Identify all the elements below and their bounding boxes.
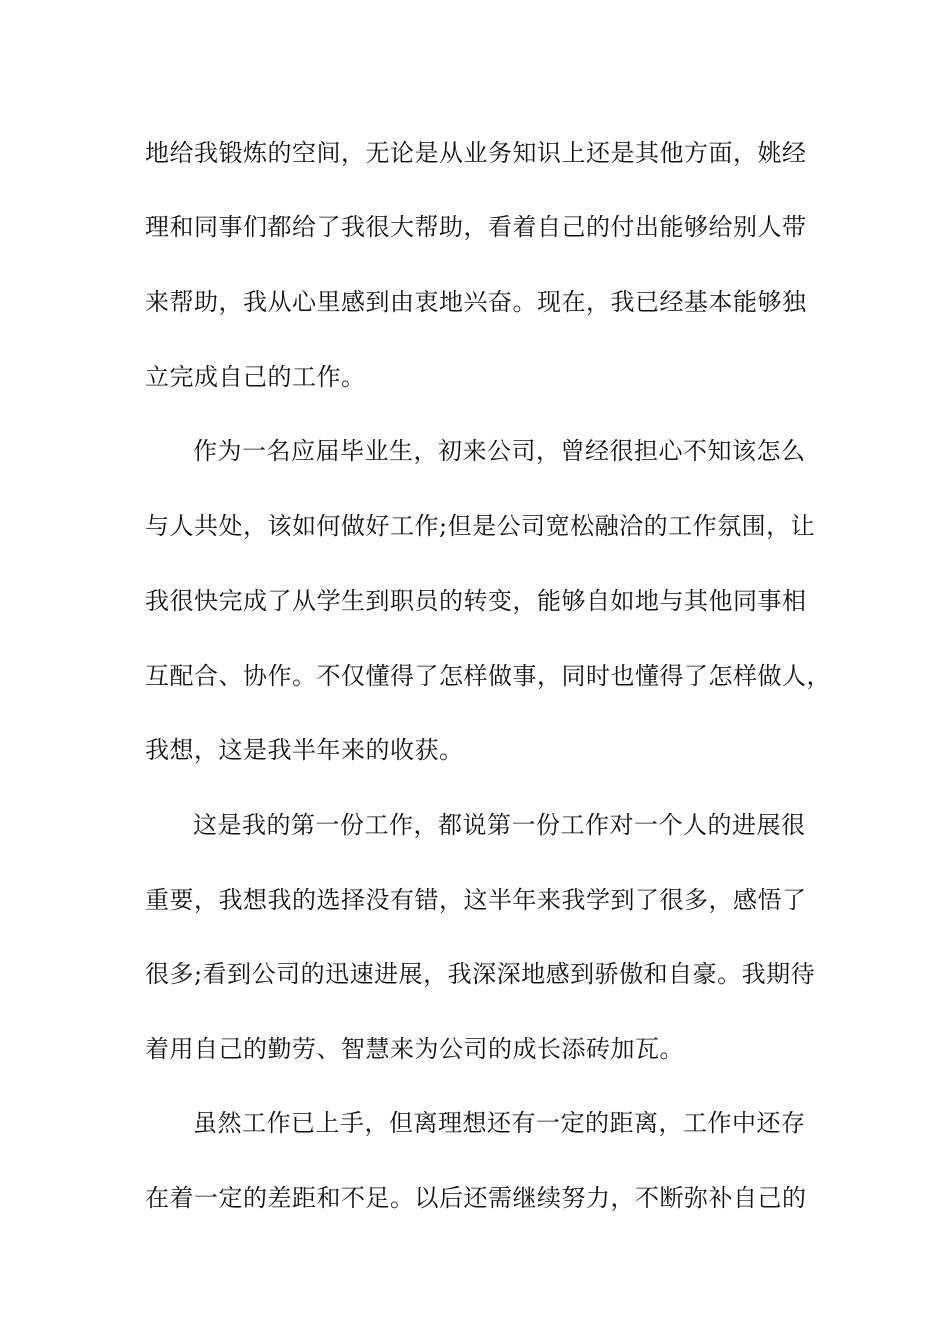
text-line: 很多;看到公司的迅速进展，我深深地感到骄傲和自豪。我期待 xyxy=(145,960,816,988)
text-line: 地给我锻炼的空间，无论是从业务知识上还是其他方面，姚经 xyxy=(145,139,807,167)
text-line: 与人共处，该如何做好工作;但是公司宽松融洽的工作氛围，让 xyxy=(145,512,816,540)
text-line: 我很快完成了从学生到职员的转变，能够自如地与其他同事相 xyxy=(145,587,807,615)
paragraph-first-line: 这是我的第一份工作，都说第一份工作对一个人的进展很 xyxy=(193,811,806,839)
text-line: 重要，我想我的选择没有错，这半年来我学到了很多，感悟了 xyxy=(145,886,807,914)
text-line: 互配合、协作。不仅懂得了怎样做事，同时也懂得了怎样做人， xyxy=(145,662,831,690)
paragraph-first-line: 作为一名应届毕业生，初来公司，曾经很担心不知该怎么 xyxy=(193,437,806,465)
paragraph-first-line: 虽然工作已上手，但离理想还有一定的距离，工作中还存 xyxy=(193,1109,806,1137)
text-line: 来帮助，我从心里感到由衷地兴奋。现在，我已经基本能够独 xyxy=(145,288,807,316)
text-line: 在着一定的差距和不足。以后还需继续努力，不断弥补自己的 xyxy=(145,1184,807,1212)
text-line: 我想，这是我半年来的收获。 xyxy=(145,736,464,764)
text-line: 理和同事们都给了我很大帮助，看着自己的付出能够给别人带 xyxy=(145,213,807,241)
text-line: 着用自己的勤劳、智慧来为公司的成长添砖加瓦。 xyxy=(145,1035,684,1063)
text-line: 立完成自己的工作。 xyxy=(145,363,366,391)
